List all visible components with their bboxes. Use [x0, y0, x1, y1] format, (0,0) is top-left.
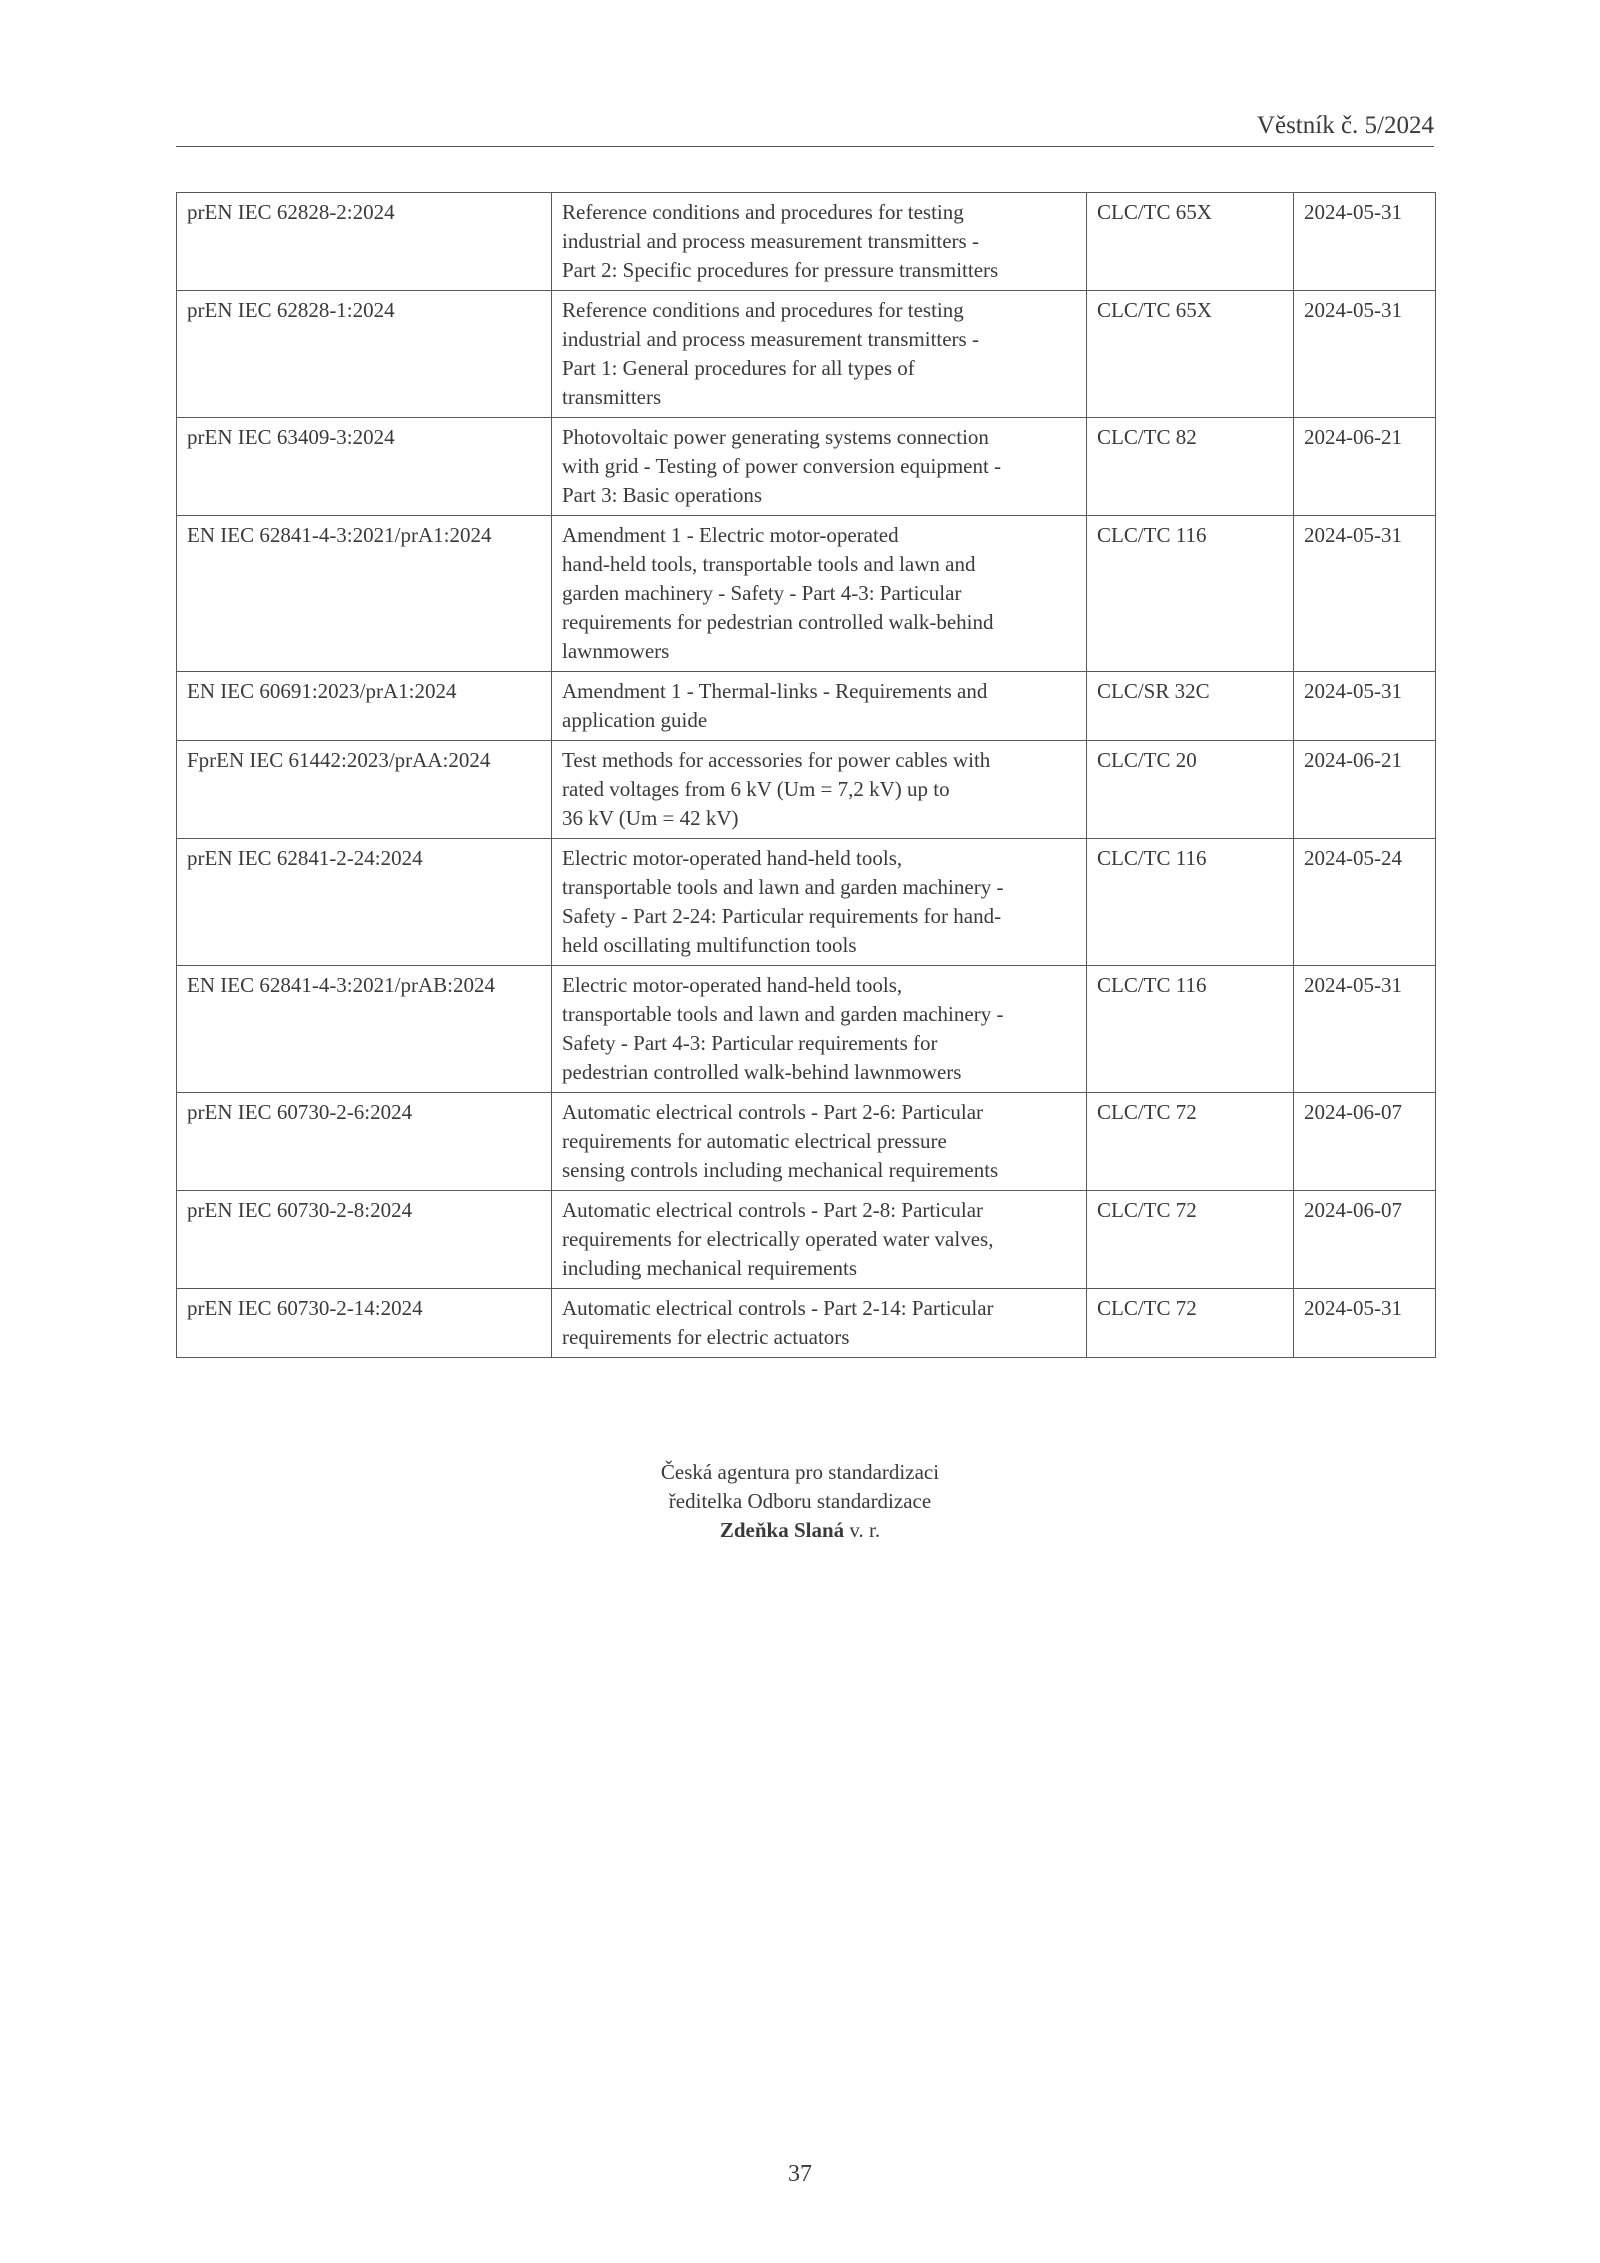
table-row — [177, 672, 1436, 741]
committee-cell: CLC/TC 20 — [1087, 741, 1294, 839]
standard-code-cell: EN IEC 62841-4-3:2021/prAB:2024 — [177, 966, 552, 1093]
standard-title-cell: Photovoltaic power generating systems connection with grid - Testing of power conversion equipment - Part 3: Basic operations — [552, 418, 1087, 516]
table-row — [177, 1289, 1436, 1358]
standard-code-cell: prEN IEC 60730-2-8:2024 — [177, 1191, 552, 1289]
standards-table — [176, 192, 1436, 1358]
page-number: 37 — [788, 2161, 812, 2187]
standard-title-cell: Automatic electrical controls - Part 2-8: Particular requirements for electrically operated water valves, including mechanical requirements — [552, 1191, 1087, 1289]
standard-code-cell: EN IEC 60691:2023/prA1:2024 — [177, 672, 552, 741]
committee-cell: CLC/TC 82 — [1087, 418, 1294, 516]
table-row — [177, 839, 1436, 966]
standard-title-cell: Reference conditions and procedures for testing industrial and process measurement transmitters - Part 1: General procedures for all types of transmitters — [552, 291, 1087, 418]
date-cell: 2024-06-07 — [1294, 1093, 1436, 1191]
date-cell: 2024-06-21 — [1294, 418, 1436, 516]
table-row — [177, 966, 1436, 1093]
committee-cell: CLC/TC 116 — [1087, 839, 1294, 966]
date-cell: 2024-05-31 — [1294, 193, 1436, 291]
committee-cell: CLC/TC 72 — [1087, 1289, 1294, 1358]
committee-cell: CLC/TC 65X — [1087, 291, 1294, 418]
date-cell: 2024-05-31 — [1294, 516, 1436, 672]
standard-title-cell: Electric motor-operated hand-held tools, transportable tools and lawn and garden machinery - Safety - Part 4-3: Particular requirements for pedestrian controlled walk-behind lawnmowers — [552, 966, 1087, 1093]
standard-code-cell: EN IEC 62841-4-3:2021/prA1:2024 — [177, 516, 552, 672]
standard-code-cell: prEN IEC 62828-2:2024 — [177, 193, 552, 291]
signatory-name: Zdeňka Slaná — [719, 1518, 845, 1542]
standard-code-cell: FprEN IEC 61442:2023/prAA:2024 — [177, 741, 552, 839]
standard-code-cell: prEN IEC 60730-2-6:2024 — [177, 1093, 552, 1191]
committee-cell: CLC/TC 72 — [1087, 1093, 1294, 1191]
standard-title-cell: Amendment 1 - Electric motor-operated hand-held tools, transportable tools and lawn and garden machinery - Safety - Part 4-3: Particular requirements for pedestrian controlled walk-behind lawnmowers — [552, 516, 1087, 672]
table-row — [177, 1093, 1436, 1191]
date-cell: 2024-05-31 — [1294, 1289, 1436, 1358]
signature-suffix: v. r. — [844, 1518, 881, 1542]
page-header — [176, 112, 1434, 147]
standard-title-cell: Test methods for accessories for power cables with rated voltages from 6 kV (Um = 7,2 kV) up to 36 kV (Um = 42 kV) — [552, 741, 1087, 839]
signature-name-line — [0, 1516, 1600, 1545]
committee-cell: CLC/TC 116 — [1087, 516, 1294, 672]
standard-code-cell: prEN IEC 62828-1:2024 — [177, 291, 552, 418]
date-cell: 2024-05-31 — [1294, 966, 1436, 1093]
standard-code-cell: prEN IEC 63409-3:2024 — [177, 418, 552, 516]
standard-code-cell: prEN IEC 60730-2-14:2024 — [177, 1289, 552, 1358]
date-cell: 2024-05-31 — [1294, 672, 1436, 741]
date-cell: 2024-06-07 — [1294, 1191, 1436, 1289]
table-row — [177, 193, 1436, 291]
table-row — [177, 418, 1436, 516]
committee-cell: CLC/TC 65X — [1087, 193, 1294, 291]
standard-code-cell: prEN IEC 62841-2-24:2024 — [177, 839, 552, 966]
bulletin-title: Věstník č. 5/2024 — [1256, 112, 1434, 139]
standard-title-cell: Automatic electrical controls - Part 2-6: Particular requirements for automatic electrical pressure sensing controls including mechanical requirements — [552, 1093, 1087, 1191]
signature-block — [0, 1458, 1600, 1545]
standard-title-cell: Reference conditions and procedures for testing industrial and process measurement transmitters - Part 2: Specific procedures for pressure transmitters — [552, 193, 1087, 291]
date-cell: 2024-06-21 — [1294, 741, 1436, 839]
table-row — [177, 741, 1436, 839]
committee-cell: CLC/SR 32C — [1087, 672, 1294, 741]
table-row — [177, 291, 1436, 418]
committee-cell: CLC/TC 116 — [1087, 966, 1294, 1093]
standard-title-cell: Amendment 1 - Thermal-links - Requirements and application guide — [552, 672, 1087, 741]
standard-title-cell: Automatic electrical controls - Part 2-14: Particular requirements for electric actuators — [552, 1289, 1087, 1358]
date-cell: 2024-05-24 — [1294, 839, 1436, 966]
date-cell: 2024-05-31 — [1294, 291, 1436, 418]
committee-cell: CLC/TC 72 — [1087, 1191, 1294, 1289]
standard-title-cell: Electric motor-operated hand-held tools, transportable tools and lawn and garden machinery - Safety - Part 2-24: Particular requirements for hand- held oscillating multifunction tools — [552, 839, 1087, 966]
signature-position: ředitelka Odboru standardizace — [668, 1489, 932, 1513]
signature-organization: Česká agentura pro standardizaci — [660, 1460, 940, 1484]
table-row — [177, 516, 1436, 672]
table-row — [177, 1191, 1436, 1289]
